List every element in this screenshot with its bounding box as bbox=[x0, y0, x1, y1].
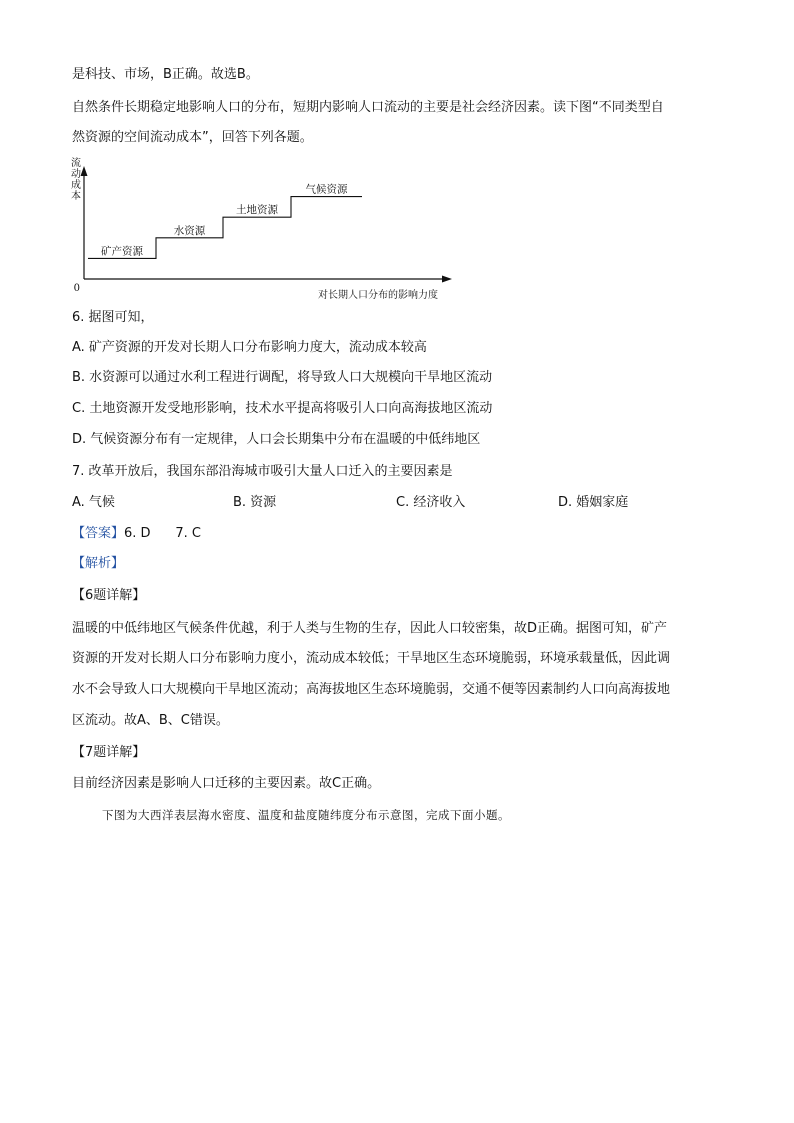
analysis-label: 【解析】 bbox=[72, 556, 125, 571]
intro-paragraph-line1: 自然条件长期稳定地影响人口的分布，短期内影响人口流动的主要是社会经济因素。读下图“不同类型自 bbox=[72, 100, 664, 115]
step-label-1: 矿产资源 bbox=[101, 245, 143, 258]
step-label-3: 土地资源 bbox=[236, 204, 278, 217]
text-line: 是科技、市场，B正确。故选B。 bbox=[72, 67, 259, 82]
detail-6-paragraph-line3: 水不会导致人口大规模向干旱地区流动；高海拔地区生态环境脆弱，交通不便等因素制约人口向高海拔地 bbox=[72, 682, 671, 697]
y-axis-arrow bbox=[81, 166, 88, 176]
detail-6-paragraph-line1: 温暖的中低纬地区气候条件优越，利于人类与生物的生存，因此人口较密集，故D正确。据图可知，矿产 bbox=[72, 621, 668, 636]
question-6-option-b: B. 水资源可以通过水利工程进行调配，将导致人口大规模向干旱地区流动 bbox=[72, 370, 493, 385]
question-7-stem: 7. 改革开放后，我国东部沿海城市吸引大量人口迁入的主要因素是 bbox=[72, 464, 453, 479]
question-7-option-c: C. 经济收入 bbox=[396, 495, 466, 510]
x-axis-label: 对长期人口分布的影响力度 bbox=[318, 290, 438, 301]
question-6-option-a: A. 矿产资源的开发对长期人口分布影响力度大，流动成本较高 bbox=[72, 340, 427, 355]
question-7-option-b: B. 资源 bbox=[233, 495, 277, 510]
step-label-2: 水资源 bbox=[173, 224, 206, 237]
question-6-stem: 6. 据图可知， bbox=[72, 310, 154, 325]
question-6-option-c: C. 土地资源开发受地形影响，技术水平提高将吸引人口向高海拔地区流动 bbox=[72, 401, 493, 416]
resource-flow-cost-chart bbox=[66, 154, 466, 304]
detail-6-paragraph-line4: 区流动。故A、B、C错误。 bbox=[72, 713, 229, 728]
detail-6-paragraph-line2: 资源的开发对长期人口分布影响力度小，流动成本较低；干旱地区生态环境脆弱，环境承载量低，因此调 bbox=[72, 651, 671, 666]
question-7-option-a: A. 气候 bbox=[72, 495, 115, 510]
y-axis-label-text: 流动成本 bbox=[71, 158, 81, 202]
x-axis-arrow bbox=[442, 276, 452, 283]
answer-label: 【答案】 bbox=[72, 526, 125, 541]
answer-row bbox=[72, 525, 201, 543]
y-axis-label bbox=[71, 156, 81, 202]
question-6-option-d: D. 气候资源分布有一定规律，人口会长期集中分布在温暖的中低纬地区 bbox=[72, 432, 481, 447]
answer-value: 6. D 7. C bbox=[124, 526, 201, 541]
origin-label: 0 bbox=[73, 283, 80, 294]
detail-7-label: 【7题详解】 bbox=[72, 745, 146, 760]
detail-6-label: 【6题详解】 bbox=[72, 588, 146, 603]
intro-paragraph-line2: 然资源的空间流动成本”，回答下列各题。 bbox=[72, 130, 313, 145]
step-label-4: 气候资源 bbox=[305, 183, 348, 196]
question-7-option-d: D. 婚姻家庭 bbox=[558, 495, 629, 510]
detail-7-paragraph: 目前经济因素是影响人口迁移的主要因素。故C正确。 bbox=[72, 776, 381, 791]
next-question-intro: 下图为大西洋表层海水密度、温度和盐度随纬度分布示意图，完成下面小题。 bbox=[102, 808, 510, 822]
